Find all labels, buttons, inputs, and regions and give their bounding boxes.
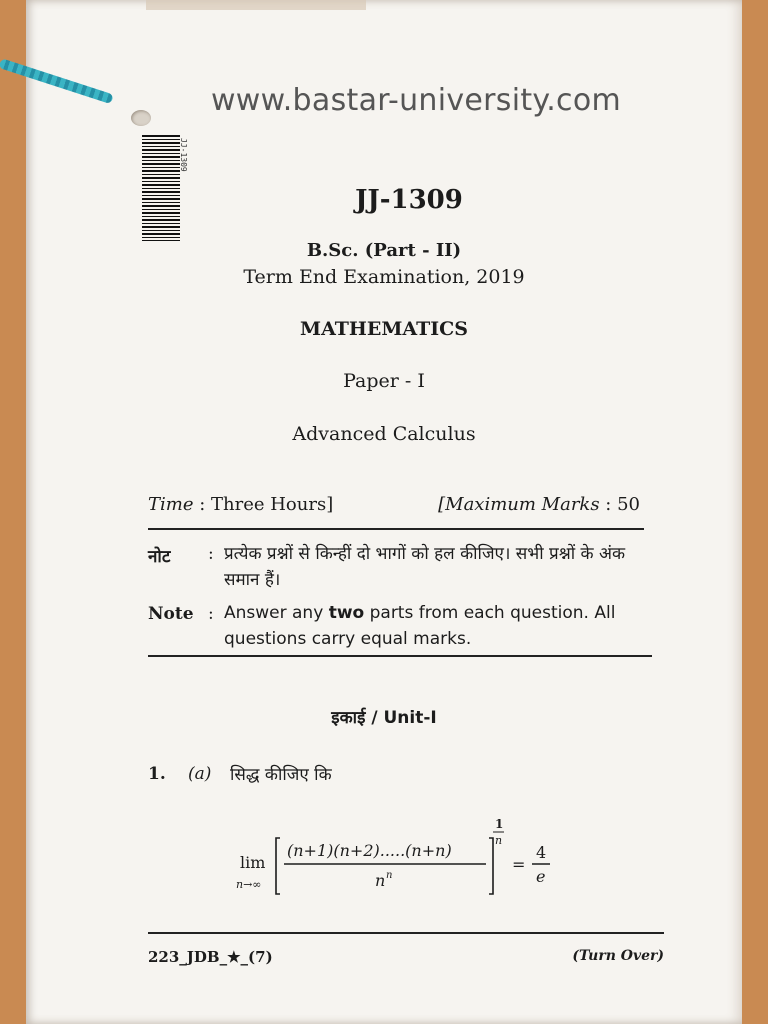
equals-sign: = [512,855,526,874]
turn-over-label: (Turn Over) [572,948,664,964]
exponent-numerator: 1 [495,818,504,831]
course-name: B.Sc. (Part - II) [306,240,462,261]
english-note-text: Answer any two parts from each question. All questions carry equal marks. [224,603,616,649]
hindi-note-label: नोट [148,547,171,567]
paper-number: Paper - I [343,370,425,392]
rhs-denominator: e [536,867,546,886]
footer-divider [148,932,664,934]
question-text: सिद्ध कीजिए कि [230,765,332,785]
marks-label: [Maximum Marks [438,494,600,515]
time-value: Three Hours] [211,494,334,515]
divider-bottom [148,655,652,657]
unit-heading: इकाई / Unit-I [331,708,437,728]
english-note-label: Note [148,604,194,624]
time-label: Time [148,494,194,515]
question-part: (a) [188,764,212,784]
paper-code: JJ-1309 [355,185,463,215]
limit-formula [232,818,562,898]
denominator-exponent: n [386,870,393,881]
left-bracket [276,838,280,894]
divider-top [148,528,644,530]
lim-text: lim [240,853,266,872]
website-watermark: www.bastar-university.com [210,83,622,118]
footer-code: 223_JDB_★_(7) [148,948,273,966]
question-number: 1. [148,764,166,784]
english-note-colon: : [208,604,214,624]
denominator: n [375,871,386,890]
barcode-number: JJ-1309 [179,138,188,172]
exponent-denominator: n [495,834,503,847]
numerator: (n+1)(n+2).....(n+n) [287,841,452,860]
marks-value: 50 [617,494,640,515]
right-bracket [489,838,493,894]
hindi-note-colon: : [208,544,214,564]
rhs-numerator: 4 [536,843,547,862]
paper-tab [146,0,366,10]
paper-title: Advanced Calculus [292,423,476,445]
hindi-note-text: प्रत्येक प्रश्नों से किन्हीं दो भागों को हल कीजिए। सभी प्रश्नों के अंक समान हैं। [224,544,626,590]
subject-name: MATHEMATICS [300,318,468,340]
examination-name: Term End Examination, 2019 [243,266,525,288]
time-info: Time : Three Hours] [148,494,334,515]
lim-subscript: n→∞ [236,878,262,891]
max-marks-info: [Maximum Marks : 50 [438,494,640,515]
